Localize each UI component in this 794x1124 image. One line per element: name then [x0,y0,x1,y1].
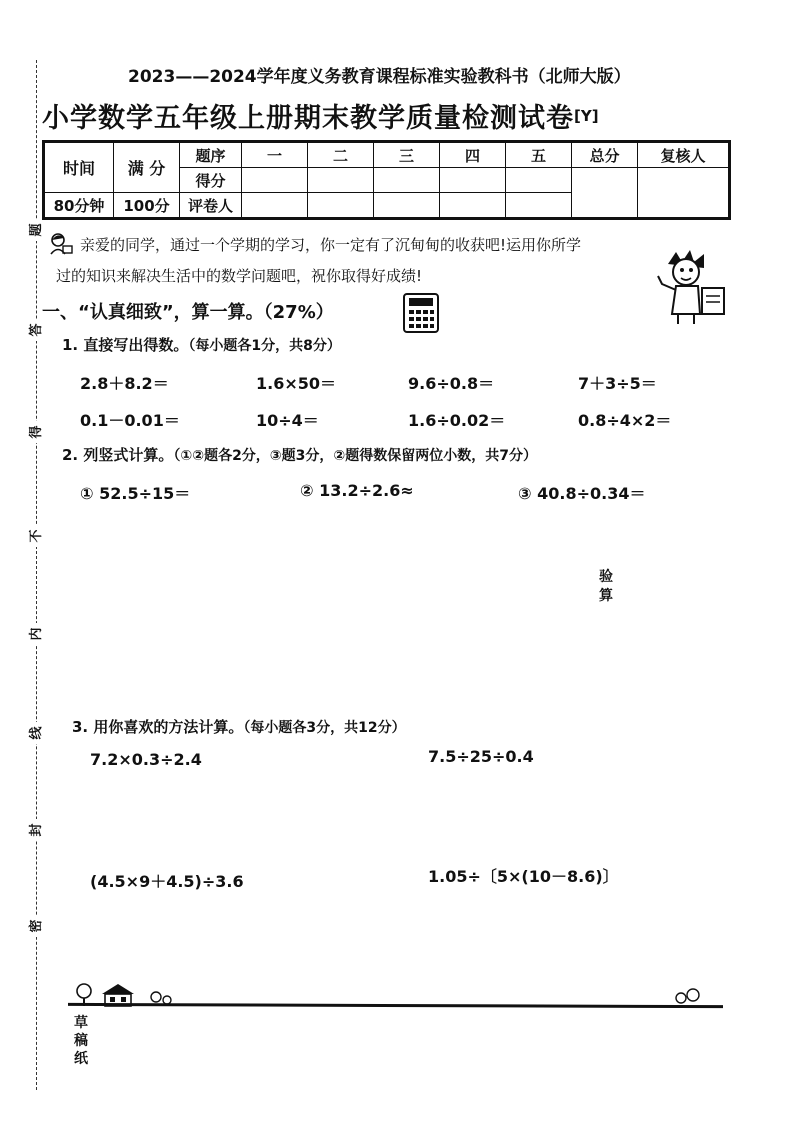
binding-char: 答 [29,319,45,341]
intro-line-2: 过的知识来解决生活中的数学问题吧，祝你取得好成绩! [56,267,423,285]
total-score-cell[interactable] [572,168,638,219]
student-icon [48,232,74,256]
q1-item: 0.8÷4×2＝ [578,411,672,430]
reviewer-cell[interactable] [638,168,730,219]
q1-item: 0.1－0.01＝ [80,411,180,430]
column-header: 一 [242,142,308,168]
binding-char: 封 [29,819,45,841]
q1-item: 2.8＋8.2＝ [80,374,169,393]
question-1-note: （每小题各1分，共8分） [188,338,341,354]
grader-cell[interactable] [374,193,440,219]
score-cell[interactable] [506,168,572,193]
question-3-title: 3. 用你喜欢的方法计算。 [72,718,244,736]
exam-title-tag: [Y] [574,107,599,125]
question-3-heading [72,716,406,737]
tree-icon [672,986,704,1006]
score-table [42,140,731,220]
binding-char: 线 [29,722,45,744]
question-2-title: 2. 列竖式计算。 [62,446,174,464]
binding-char: 内 [29,623,45,645]
q3-item: 7.5÷25÷0.4 [428,747,534,766]
time-value: 80分钟 [44,193,114,219]
section-1-title: 一、“认真细致”，算一算。（27%） [42,302,334,323]
q3-item: 7.2×0.3÷2.4 [90,750,202,769]
textbook-series-line: 2023——2024学年度义务教育课程标准实验教科书（北师大版） [128,67,631,87]
cartoon-kid-icon [648,248,730,326]
question-1-title: 1. 直接写出得数。 [62,336,189,354]
question-3-note: （每小题各3分，共12分） [243,720,406,736]
intro-line-1: 亲爱的同学，通过一个学期的学习，你一定有了沉甸甸的收获吧!运用你所学 [80,236,582,254]
score-cell[interactable] [308,168,374,193]
q1-item: 7＋3÷5＝ [578,374,657,393]
question-order-label: 题序 [180,142,242,168]
full-score-value: 100分 [114,193,180,219]
q2-item: ② 13.2÷2.6≈ [300,481,414,500]
binding-char: 不 [29,525,45,547]
question-1-heading [62,334,341,355]
question-2-note: （①②题各2分，③题3分，②题得数保留两位小数，共7分） [173,448,537,464]
q1-item: 1.6×50＝ [256,374,337,393]
time-label: 时间 [44,142,114,193]
calculator-icon [402,292,440,334]
q1-item: 10÷4＝ [256,411,319,430]
q2-item: ③ 40.8÷0.34＝ [518,484,646,503]
score-cell[interactable] [374,168,440,193]
column-header: 四 [440,142,506,168]
column-header: 二 [308,142,374,168]
exam-title-text: 小学数学五年级上册期末教学质量检测试卷 [42,103,574,134]
q3-item: (4.5×9＋4.5)÷3.6 [90,872,244,891]
binding-char: 得 [29,421,45,443]
grader-cell[interactable] [506,193,572,219]
grader-row-label: 评卷人 [180,193,242,219]
grader-cell[interactable] [308,193,374,219]
q1-item: 9.6÷0.8＝ [408,374,495,393]
q1-item: 1.6÷0.02＝ [408,411,506,430]
binding-char: 题 [29,219,45,241]
column-header: 三 [374,142,440,168]
score-cell[interactable] [242,168,308,193]
q2-item: ① 52.5÷15＝ [80,484,191,503]
grader-cell[interactable] [440,193,506,219]
binding-char: 密 [29,915,45,937]
verification-label: 验算 [599,569,613,604]
question-2-heading [62,444,537,465]
total-score-label: 总分 [572,142,638,168]
draft-paper-label: 草稿纸 [74,1015,88,1067]
grader-cell[interactable] [242,193,308,219]
column-header: 五 [506,142,572,168]
score-row-label: 得分 [180,168,242,193]
q3-item: 1.05÷〔5×(10－8.6)〕 [428,867,619,886]
full-score-label: 满 分 [114,142,180,193]
score-cell[interactable] [440,168,506,193]
exam-title [42,96,599,135]
reviewer-label: 复核人 [638,142,730,168]
